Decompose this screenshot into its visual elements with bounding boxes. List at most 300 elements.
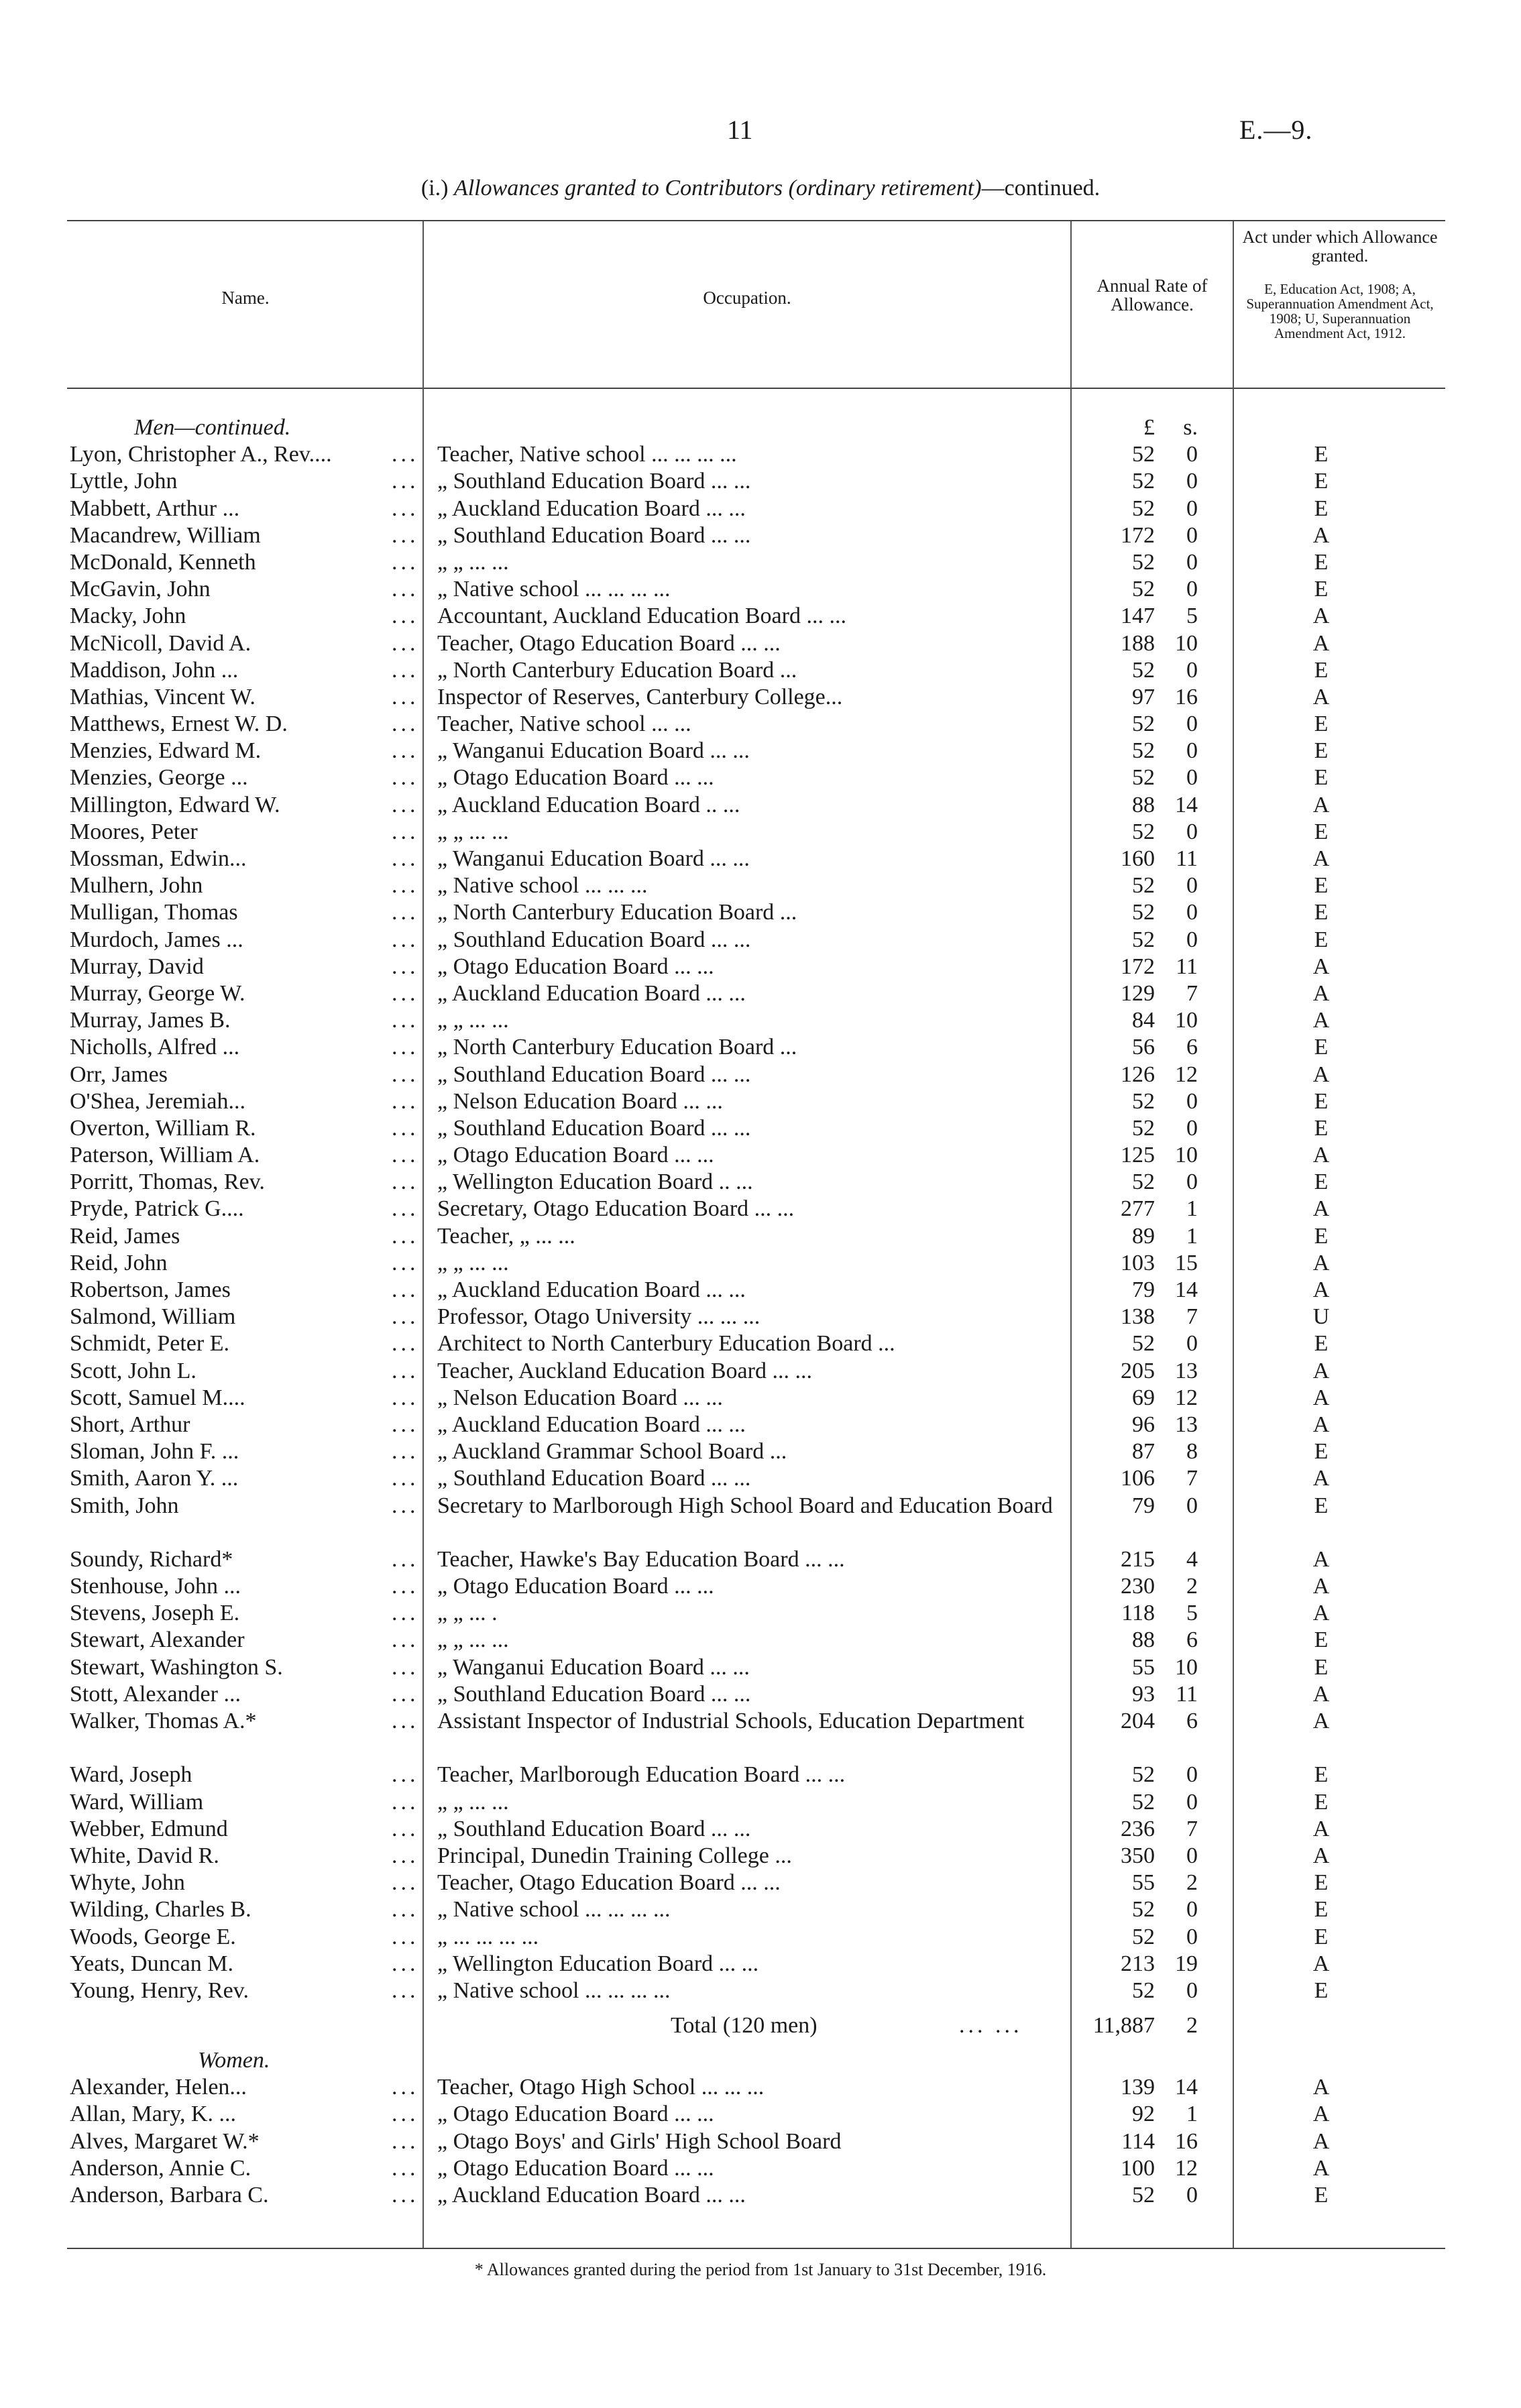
name-leader-dots: ... bbox=[392, 1977, 419, 2003]
table-row bbox=[0, 1870, 1521, 1896]
shillings-cell: 5 bbox=[1186, 1601, 1198, 1626]
occupation-cell: „ Native school ... ... ... ... bbox=[437, 1897, 671, 1923]
table-row bbox=[0, 1924, 1521, 1951]
men-rows bbox=[0, 441, 1521, 2004]
shillings-cell: 8 bbox=[1186, 1439, 1198, 1465]
section-heading-women: Women. bbox=[198, 2048, 270, 2073]
occupation-cell: „ Native school ... ... ... ... bbox=[437, 1977, 671, 2003]
act-cell: A bbox=[1312, 1385, 1330, 1410]
occupation-cell: „ Southland Education Board ... ... bbox=[437, 927, 751, 952]
occupation-cell: „ North Canterbury Education Board ... bbox=[437, 657, 797, 683]
name-cell: Scott, Samuel M.... bbox=[70, 1385, 245, 1410]
pounds-cell: 69 bbox=[1132, 1385, 1155, 1410]
pounds-cell: 52 bbox=[1132, 1331, 1155, 1357]
total-leader: ... ... bbox=[959, 2013, 1023, 2039]
shillings-cell: 0 bbox=[1186, 900, 1198, 925]
section-men-row bbox=[0, 414, 1521, 441]
name-leader-dots: ... bbox=[392, 1681, 419, 1707]
act-cell: A bbox=[1312, 1143, 1330, 1168]
shillings-cell: 5 bbox=[1186, 604, 1198, 629]
occupation-cell: „ Otago Education Board ... ... bbox=[437, 954, 714, 979]
name-leader-dots: ... bbox=[392, 1143, 419, 1168]
table-row bbox=[0, 2101, 1521, 2128]
section-women-row bbox=[0, 2047, 1521, 2074]
table-row bbox=[0, 1438, 1521, 1465]
pounds-cell: 230 bbox=[1121, 1574, 1155, 1599]
name-cell: Lyon, Christopher A., Rev.... bbox=[70, 442, 332, 467]
occupation-cell: „ Southland Education Board ... ... bbox=[437, 522, 751, 548]
pounds-cell: 172 bbox=[1121, 954, 1155, 979]
occupation-cell: „ Southland Education Board ... ... bbox=[437, 469, 751, 494]
act-cell: E bbox=[1314, 1115, 1329, 1141]
name-cell: Murdoch, James ... bbox=[70, 927, 243, 952]
table-row bbox=[0, 549, 1521, 576]
table-row bbox=[0, 1977, 1521, 2004]
total-label: Total (120 men) bbox=[671, 2013, 818, 2039]
name-leader-dots: ... bbox=[392, 1304, 419, 1330]
pounds-cell: 52 bbox=[1132, 2183, 1155, 2208]
table-row bbox=[0, 603, 1521, 630]
pounds-cell: 52 bbox=[1132, 900, 1155, 925]
occupation-cell: Teacher, Marlborough Education Board ... ... bbox=[437, 1762, 846, 1788]
name-leader-dots: ... bbox=[392, 1439, 419, 1465]
shillings-cell: 0 bbox=[1186, 927, 1198, 952]
total-shillings: 2 bbox=[1186, 2013, 1198, 2039]
pounds-cell: 138 bbox=[1121, 1304, 1155, 1330]
pounds-cell: 129 bbox=[1121, 980, 1155, 1006]
shillings-cell: 10 bbox=[1175, 1654, 1198, 1680]
occupation-cell: „ Nelson Education Board ... ... bbox=[437, 1088, 723, 1114]
name-leader-dots: ... bbox=[392, 2183, 419, 2208]
shillings-cell: 14 bbox=[1175, 1277, 1198, 1302]
shillings-cell: 12 bbox=[1175, 1062, 1198, 1087]
occupation-cell: „ Southland Education Board ... ... bbox=[437, 1115, 751, 1141]
name-leader-dots: ... bbox=[392, 1789, 419, 1815]
shillings-cell: 0 bbox=[1186, 1115, 1198, 1141]
table-row bbox=[0, 1358, 1521, 1385]
table-row bbox=[0, 1681, 1521, 1708]
pounds-cell: 96 bbox=[1132, 1412, 1155, 1437]
table-row bbox=[0, 1142, 1521, 1169]
pounds-cell: 100 bbox=[1121, 2155, 1155, 2181]
name-leader-dots: ... bbox=[392, 846, 419, 871]
table-row bbox=[0, 1277, 1521, 1304]
name-cell: Anderson, Annie C. bbox=[70, 2155, 251, 2181]
shillings-cell: 0 bbox=[1186, 1493, 1198, 1518]
occupation-cell: Teacher, „ ... ... bbox=[437, 1223, 575, 1249]
section-heading-men: Men—continued. bbox=[134, 415, 291, 440]
act-cell: A bbox=[1312, 792, 1330, 817]
table-row bbox=[0, 1654, 1521, 1681]
pounds-cell: 84 bbox=[1132, 1008, 1155, 1033]
act-cell: E bbox=[1314, 927, 1329, 952]
shillings-cell: 0 bbox=[1186, 442, 1198, 467]
pounds-cell: 97 bbox=[1132, 684, 1155, 709]
name-leader-dots: ... bbox=[392, 954, 419, 979]
name-cell: Smith, John bbox=[70, 1493, 179, 1518]
pounds-cell: 55 bbox=[1132, 1654, 1155, 1680]
act-column-note: E, Education Act, 1908; A, Superannuation Amendment Act, 1908; U, Superannuation Amendment Act, 1912. bbox=[1246, 281, 1434, 341]
table-row bbox=[0, 1896, 1521, 1923]
act-cell: E bbox=[1314, 496, 1329, 521]
occupation-cell: Teacher, Auckland Education Board ... ... bbox=[437, 1358, 812, 1383]
act-cell: E bbox=[1314, 1493, 1329, 1518]
table-row bbox=[0, 1816, 1521, 1843]
occupation-cell: „ Auckland Education Board ... ... bbox=[437, 1277, 746, 1302]
act-cell: E bbox=[1314, 1977, 1329, 2003]
shillings-cell: 0 bbox=[1186, 1331, 1198, 1357]
table-row bbox=[0, 764, 1521, 791]
act-cell: A bbox=[1312, 630, 1330, 656]
occupation-cell: „ Otago Education Board ... ... bbox=[437, 2155, 714, 2181]
name-cell: Macky, John bbox=[70, 604, 186, 629]
name-leader-dots: ... bbox=[392, 792, 419, 817]
shillings-cell: 0 bbox=[1186, 873, 1198, 899]
table-row bbox=[0, 630, 1521, 657]
shillings-cell: 1 bbox=[1186, 1223, 1198, 1249]
name-cell: Stenhouse, John ... bbox=[70, 1574, 241, 1599]
act-cell: E bbox=[1314, 1789, 1329, 1815]
name-cell: Menzies, Edward M. bbox=[70, 738, 262, 764]
name-leader-dots: ... bbox=[392, 980, 419, 1006]
act-cell: A bbox=[1312, 1358, 1330, 1383]
shillings-cell: 13 bbox=[1175, 1412, 1198, 1437]
name-leader-dots: ... bbox=[392, 549, 419, 575]
name-cell: Millington, Edward W. bbox=[70, 792, 280, 817]
shillings-cell: 11 bbox=[1176, 1681, 1198, 1707]
shillings-cell: 0 bbox=[1186, 577, 1198, 602]
name-leader-dots: ... bbox=[392, 1008, 419, 1033]
occupation-cell: Teacher, Native school ... ... bbox=[437, 711, 691, 737]
pounds-cell: 52 bbox=[1132, 469, 1155, 494]
act-cell: E bbox=[1314, 1654, 1329, 1680]
pounds-cell: 52 bbox=[1132, 1115, 1155, 1141]
occupation-cell: „ Otago Education Board ... ... bbox=[437, 2102, 714, 2127]
name-leader-dots: ... bbox=[392, 1951, 419, 1976]
occupation-cell: „ Native school ... ... ... ... bbox=[437, 577, 671, 602]
name-cell: Schmidt, Peter E. bbox=[70, 1331, 229, 1357]
table-row bbox=[0, 899, 1521, 926]
total-pounds: 11,887 bbox=[1092, 2013, 1155, 2039]
occupation-cell: „ North Canterbury Education Board ... bbox=[437, 1035, 797, 1060]
table-row bbox=[0, 1708, 1521, 1762]
pounds-cell: 103 bbox=[1121, 1250, 1155, 1275]
table-row bbox=[0, 1573, 1521, 1600]
table-row bbox=[0, 1250, 1521, 1277]
occupation-cell: Architect to North Canterbury Education Board ... bbox=[437, 1331, 895, 1357]
pounds-cell: 79 bbox=[1132, 1277, 1155, 1302]
act-cell: E bbox=[1314, 1331, 1329, 1357]
table-row bbox=[0, 711, 1521, 738]
occupation-cell: Inspector of Reserves, Canterbury College... bbox=[437, 684, 843, 709]
pounds-cell: 236 bbox=[1121, 1816, 1155, 1841]
pounds-cell: 147 bbox=[1121, 604, 1155, 629]
pounds-cell: 139 bbox=[1121, 2075, 1155, 2100]
act-cell: E bbox=[1314, 1035, 1329, 1060]
name-leader-dots: ... bbox=[392, 1627, 419, 1653]
name-cell: Matthews, Ernest W. D. bbox=[70, 711, 288, 737]
act-cell: A bbox=[1312, 1412, 1330, 1437]
name-leader-dots: ... bbox=[392, 873, 419, 899]
table-row bbox=[0, 468, 1521, 495]
pounds-cell: 204 bbox=[1121, 1709, 1155, 1734]
table-row bbox=[0, 980, 1521, 1007]
table-row bbox=[0, 576, 1521, 603]
act-cell: A bbox=[1312, 1277, 1330, 1302]
caption-suffix: —continued. bbox=[981, 176, 1101, 200]
table-row bbox=[0, 522, 1521, 549]
name-leader-dots: ... bbox=[392, 2075, 419, 2100]
name-leader-dots: ... bbox=[392, 1358, 419, 1383]
name-leader-dots: ... bbox=[392, 2102, 419, 2127]
name-cell: Alves, Margaret W.* bbox=[70, 2128, 260, 2154]
occupation-cell: Secretary to Marlborough High School Board and Education Board bbox=[437, 1493, 1053, 1518]
footnote: * Allowances granted during the period from 1st January to 31st December, 1916. bbox=[474, 2260, 1047, 2279]
name-leader-dots: ... bbox=[392, 1062, 419, 1087]
act-cell: A bbox=[1312, 1816, 1330, 1841]
name-leader-dots: ... bbox=[392, 1250, 419, 1275]
act-cell: E bbox=[1314, 577, 1329, 602]
table-row bbox=[0, 1115, 1521, 1142]
shillings-cell: 7 bbox=[1186, 980, 1198, 1006]
name-cell: Murray, George W. bbox=[70, 980, 245, 1006]
shillings-cell: 0 bbox=[1186, 657, 1198, 683]
name-leader-dots: ... bbox=[392, 765, 419, 791]
pounds-cell: 52 bbox=[1132, 496, 1155, 521]
rate-column-header: Annual Rate of Allowance. bbox=[1096, 276, 1208, 314]
name-cell: Walker, Thomas A.* bbox=[70, 1709, 257, 1734]
table-row bbox=[0, 1493, 1521, 1546]
pounds-cell: 93 bbox=[1132, 1681, 1155, 1707]
occupation-cell: Teacher, Hawke's Bay Education Board ... ... bbox=[437, 1546, 845, 1572]
name-cell: Wilding, Charles B. bbox=[70, 1897, 251, 1923]
table-row bbox=[0, 819, 1521, 846]
name-cell: Alexander, Helen... bbox=[70, 2075, 247, 2100]
pounds-cell: 52 bbox=[1132, 1924, 1155, 1949]
occupation-cell: Accountant, Auckland Education Board ... ... bbox=[437, 604, 846, 629]
occupation-cell: „ Auckland Education Board ... ... bbox=[437, 1412, 746, 1437]
act-cell: U bbox=[1312, 1304, 1330, 1330]
shillings-cell: 0 bbox=[1186, 738, 1198, 764]
shillings-cell: 7 bbox=[1186, 1304, 1198, 1330]
name-cell: Porritt, Thomas, Rev. bbox=[70, 1169, 265, 1195]
shillings-cell: 0 bbox=[1186, 711, 1198, 737]
pounds-cell: 52 bbox=[1132, 549, 1155, 575]
page-number: 11 bbox=[727, 115, 753, 145]
pounds-cell: 215 bbox=[1121, 1546, 1155, 1572]
name-leader-dots: ... bbox=[392, 900, 419, 925]
table-row bbox=[0, 1546, 1521, 1573]
name-leader-dots: ... bbox=[392, 1574, 419, 1599]
shillings-unit: s. bbox=[1183, 415, 1198, 440]
name-leader-dots: ... bbox=[392, 604, 419, 629]
occupation-column-header: Occupation. bbox=[703, 288, 791, 308]
name-cell: Murray, David bbox=[70, 954, 204, 979]
occupation-cell: Teacher, Otago Education Board ... ... bbox=[437, 1870, 781, 1896]
table-row bbox=[0, 1843, 1521, 1870]
shillings-cell: 1 bbox=[1186, 2102, 1198, 2127]
shillings-cell: 15 bbox=[1175, 1250, 1198, 1275]
document-reference: E.—9. bbox=[1239, 115, 1313, 145]
pounds-cell: 52 bbox=[1132, 1897, 1155, 1923]
pounds-cell: 55 bbox=[1132, 1870, 1155, 1896]
name-cell: Nicholls, Alfred ... bbox=[70, 1035, 240, 1060]
name-cell: Overton, William R. bbox=[70, 1115, 256, 1141]
occupation-cell: „ Southland Education Board ... ... bbox=[437, 1062, 751, 1087]
act-cell: E bbox=[1314, 2183, 1329, 2208]
occupation-cell: „ „ ... ... bbox=[437, 1008, 509, 1033]
shillings-cell: 12 bbox=[1175, 1385, 1198, 1410]
pounds-cell: 87 bbox=[1132, 1439, 1155, 1465]
name-cell: Stewart, Alexander bbox=[70, 1627, 245, 1653]
pounds-cell: 52 bbox=[1132, 738, 1155, 764]
name-cell: Salmond, William bbox=[70, 1304, 236, 1330]
occupation-cell: „ ... ... ... ... bbox=[437, 1924, 539, 1949]
occupation-cell: Secretary, Otago Education Board ... ... bbox=[437, 1196, 795, 1222]
pounds-unit: £ bbox=[1143, 415, 1155, 440]
pounds-cell: 350 bbox=[1121, 1843, 1155, 1868]
act-cell: E bbox=[1314, 1762, 1329, 1788]
name-leader-dots: ... bbox=[392, 1843, 419, 1868]
shillings-cell: 4 bbox=[1186, 1546, 1198, 1572]
table-row bbox=[0, 872, 1521, 899]
shillings-cell: 0 bbox=[1186, 1924, 1198, 1949]
table-row bbox=[0, 1465, 1521, 1492]
name-cell: McGavin, John bbox=[70, 577, 211, 602]
table-row bbox=[0, 1062, 1521, 1088]
name-cell: Reid, John bbox=[70, 1250, 168, 1275]
table-row bbox=[0, 1789, 1521, 1816]
pounds-cell: 92 bbox=[1132, 2102, 1155, 2127]
occupation-cell: „ Auckland Education Board ... ... bbox=[437, 496, 746, 521]
table-row bbox=[0, 2155, 1521, 2182]
name-leader-dots: ... bbox=[392, 1601, 419, 1626]
shillings-cell: 2 bbox=[1186, 1574, 1198, 1599]
name-leader-dots: ... bbox=[392, 496, 419, 521]
name-cell: Ward, Joseph bbox=[70, 1762, 192, 1788]
act-cell: A bbox=[1312, 684, 1330, 709]
act-cell: A bbox=[1312, 1196, 1330, 1222]
name-cell: Orr, James bbox=[70, 1062, 168, 1087]
shillings-cell: 0 bbox=[1186, 2183, 1198, 2208]
act-cell: A bbox=[1312, 980, 1330, 1006]
act-cell: A bbox=[1312, 846, 1330, 871]
name-cell: Moores, Peter bbox=[70, 819, 198, 844]
name-cell: Stewart, Washington S. bbox=[70, 1654, 283, 1680]
pounds-cell: 125 bbox=[1121, 1143, 1155, 1168]
shillings-cell: 0 bbox=[1186, 1843, 1198, 1868]
name-leader-dots: ... bbox=[392, 1412, 419, 1437]
name-leader-dots: ... bbox=[392, 1035, 419, 1060]
name-leader-dots: ... bbox=[392, 657, 419, 683]
shillings-cell: 10 bbox=[1175, 1143, 1198, 1168]
name-cell: Robertson, James bbox=[70, 1277, 231, 1302]
shillings-cell: 16 bbox=[1175, 2128, 1198, 2154]
name-leader-dots: ... bbox=[392, 1546, 419, 1572]
table-row bbox=[0, 1196, 1521, 1222]
name-cell: Soundy, Richard* bbox=[70, 1546, 233, 1572]
shillings-cell: 0 bbox=[1186, 1762, 1198, 1788]
name-cell: Menzies, George ... bbox=[70, 765, 248, 791]
name-leader-dots: ... bbox=[392, 630, 419, 656]
occupation-cell: Teacher, Otago High School ... ... ... bbox=[437, 2075, 765, 2100]
table-row bbox=[0, 1330, 1521, 1357]
act-cell: E bbox=[1314, 1627, 1329, 1653]
pounds-cell: 52 bbox=[1132, 765, 1155, 791]
allowances-table-body bbox=[0, 414, 1521, 2209]
occupation-cell: „ Southland Education Board ... ... bbox=[437, 1816, 751, 1841]
name-cell: Mulligan, Thomas bbox=[70, 900, 238, 925]
name-cell: Yeats, Duncan M. bbox=[70, 1951, 233, 1976]
name-cell: Woods, George E. bbox=[70, 1924, 236, 1949]
act-cell: A bbox=[1312, 2155, 1330, 2181]
occupation-cell: „ Nelson Education Board ... ... bbox=[437, 1385, 723, 1410]
pounds-cell: 160 bbox=[1121, 846, 1155, 871]
occupation-cell: Teacher, Native school ... ... ... ... bbox=[437, 442, 737, 467]
shillings-cell: 0 bbox=[1186, 549, 1198, 575]
shillings-cell: 6 bbox=[1186, 1035, 1198, 1060]
shillings-cell: 13 bbox=[1175, 1358, 1198, 1383]
occupation-cell: „ North Canterbury Education Board ... bbox=[437, 900, 797, 925]
table-row bbox=[0, 496, 1521, 522]
table-row bbox=[0, 2128, 1521, 2155]
occupation-cell: „ „ ... ... bbox=[437, 1627, 509, 1653]
name-leader-dots: ... bbox=[392, 2128, 419, 2154]
occupation-cell: „ Auckland Education Board .. ... bbox=[437, 792, 740, 817]
name-leader-dots: ... bbox=[392, 1115, 419, 1141]
caption-prefix: (i.) bbox=[420, 176, 454, 200]
act-cell: E bbox=[1314, 1169, 1329, 1195]
pounds-cell: 52 bbox=[1132, 1169, 1155, 1195]
act-cell: A bbox=[1312, 1601, 1330, 1626]
pounds-cell: 52 bbox=[1132, 442, 1155, 467]
name-cell: Webber, Edmund bbox=[70, 1816, 228, 1841]
shillings-cell: 0 bbox=[1186, 1789, 1198, 1815]
pounds-cell: 52 bbox=[1132, 1789, 1155, 1815]
name-cell: Lyttle, John bbox=[70, 469, 178, 494]
table-row bbox=[0, 1169, 1521, 1196]
act-cell: A bbox=[1312, 522, 1330, 548]
name-leader-dots: ... bbox=[392, 1493, 419, 1518]
name-leader-dots: ... bbox=[392, 2155, 419, 2181]
table-row bbox=[0, 1304, 1521, 1330]
act-cell: E bbox=[1314, 1088, 1329, 1114]
name-cell: Anderson, Barbara C. bbox=[70, 2183, 269, 2208]
shillings-cell: 1 bbox=[1186, 1196, 1198, 1222]
act-cell: E bbox=[1314, 738, 1329, 764]
occupation-cell: „ Native school ... ... ... bbox=[437, 873, 648, 899]
name-leader-dots: ... bbox=[392, 1709, 419, 1734]
shillings-cell: 0 bbox=[1186, 1897, 1198, 1923]
name-cell: Smith, Aaron Y. ... bbox=[70, 1466, 239, 1491]
pounds-cell: 88 bbox=[1132, 1627, 1155, 1653]
name-leader-dots: ... bbox=[392, 522, 419, 548]
pounds-cell: 52 bbox=[1132, 1762, 1155, 1788]
act-cell: E bbox=[1314, 442, 1329, 467]
pounds-cell: 114 bbox=[1121, 2128, 1155, 2154]
name-leader-dots: ... bbox=[392, 927, 419, 952]
name-cell: Mossman, Edwin... bbox=[70, 846, 247, 871]
name-cell: Whyte, John bbox=[70, 1870, 185, 1896]
pounds-cell: 52 bbox=[1132, 1977, 1155, 2003]
name-cell: Mabbett, Arthur ... bbox=[70, 496, 240, 521]
pounds-cell: 106 bbox=[1121, 1466, 1155, 1491]
pounds-cell: 52 bbox=[1132, 1088, 1155, 1114]
act-cell: A bbox=[1312, 1008, 1330, 1033]
shillings-cell: 0 bbox=[1186, 765, 1198, 791]
table-row bbox=[0, 1034, 1521, 1061]
name-cell: Mulhern, John bbox=[70, 873, 203, 899]
